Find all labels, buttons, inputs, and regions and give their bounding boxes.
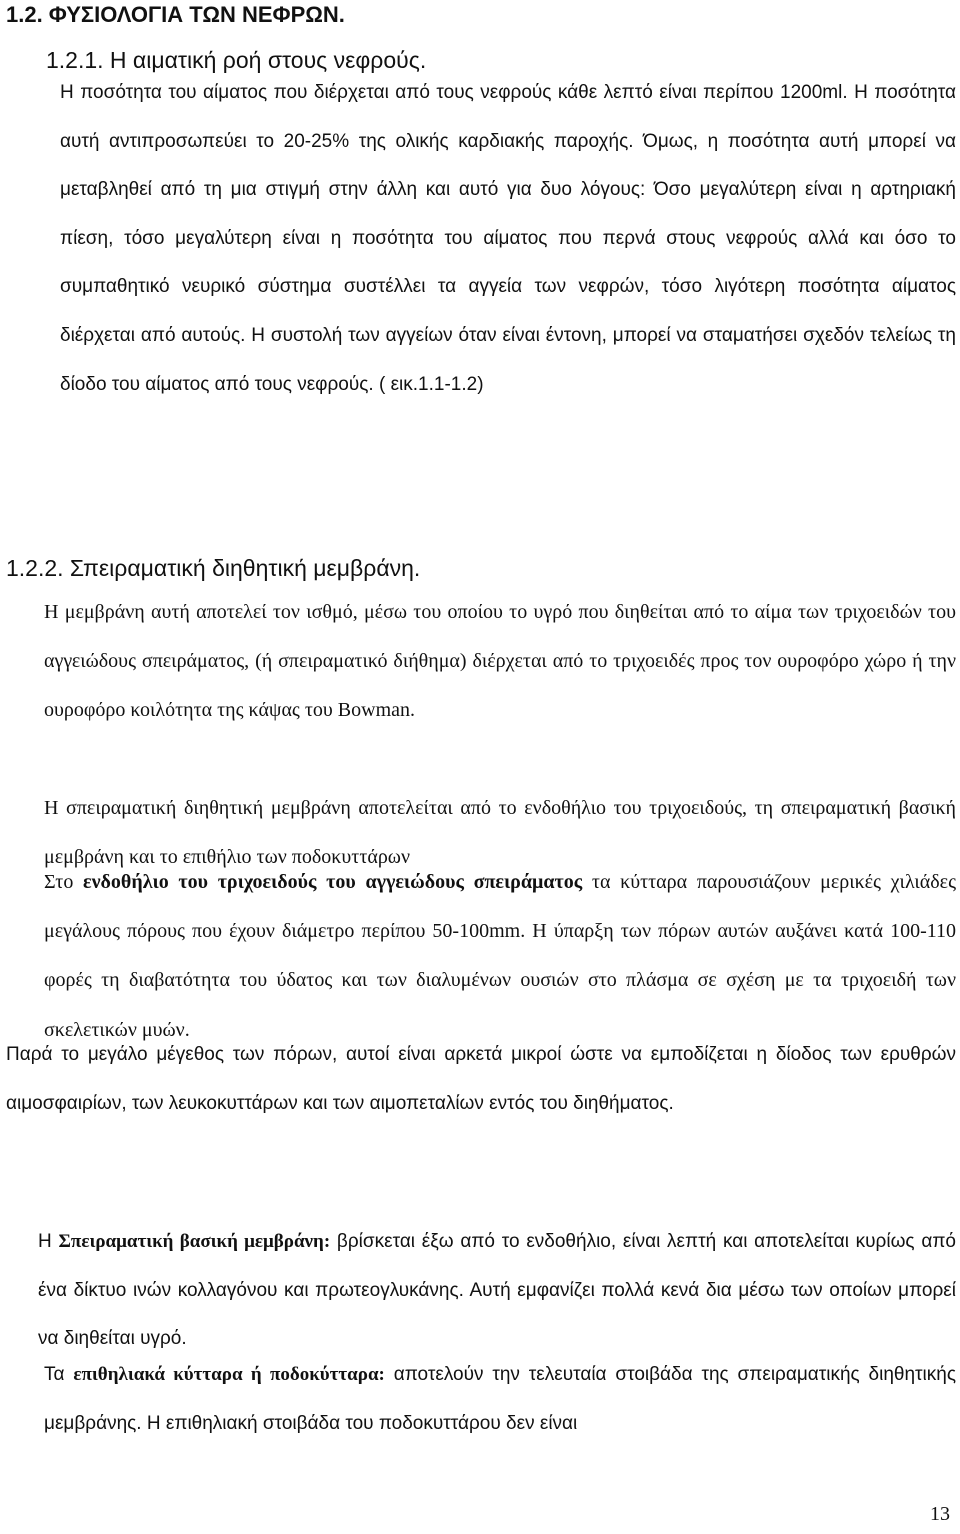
- section-heading: 1.2. ΦΥΣΙΟΛΟΓΙΑ ΤΩΝ ΝΕΦΡΩΝ.: [6, 2, 345, 27]
- paragraph-podocytes: [6, 1351, 956, 1448]
- paragraph-blood-flow: Η ποσότητα του αίματος που διέρχεται από τους νεφρούς κάθε λεπτό είναι περίπου 1200ml. Η ποσότητα αυτή αντιπροσωπεύει το 20-25% της ολικής καρδιακής παροχής. Όμως, η ποσότητα αυτή μπορεί να μεταβληθεί από τη μια στιγμή στην άλλη και αυτό για δυο λόγους: Όσο μεγαλύτερη είναι η αρτηριακή πίεση, τόσο μεγαλύτερη είναι η ποσότητα του αίματος που περνά στους νεφρούς αλλά και όσο το συμπαθητικό νευρικό σύστημα συστέλλει τα αγγεία των νεφρών, τόσο λιγότερη ποσότητα αίματος διέρχεται από αυτούς. Η συστολή των αγγείων όταν είναι έντονη, μπορεί να σταματήσει σχεδόν τελείως τη δίοδο του αίματος από τους νεφρούς. ( εικ.1.1-1.2): [60, 82, 956, 395]
- paragraph-endothelium: [6, 858, 956, 1055]
- basement-term: Σπειραματική βασική μεμβράνη:: [58, 1231, 331, 1252]
- paragraph-membrane-composition: Η σπειραματική διηθητική μεμβράνη αποτελείται από το ενδοθήλιο του τριχοειδούς, τη σπειραματική βασική μεμβράνη και το επιθήλιο των ποδοκυττάρων: [44, 797, 956, 869]
- subsection-heading-blood-flow: 1.2.1. Η αιματική ροή στους νεφρούς.: [46, 47, 427, 73]
- podocytes-term: επιθηλιακά κύτταρα ή ποδοκύτταρα:: [73, 1364, 385, 1385]
- basement-lead: Η: [38, 1231, 52, 1252]
- paragraph-pore-size: Παρά το μεγάλο μέγεθος των πόρων, αυτοί είναι αρκετά μικροί ώστε να εμποδίζεται η δίοδος των ερυθρών αιμοσφαιρίων, των λευκοκυττάρων και των αιμοπεταλίων εντός του διηθήματος.: [6, 1044, 956, 1114]
- podocytes-text: αποτελούν την τελευταία στοιβάδα της σπειραματικής διηθητικής μεμβράνης. Η επιθηλιακή στοιβάδα του ποδοκυττάρου δεν είναι: [44, 1364, 957, 1434]
- podocytes-lead: Τα: [44, 1364, 65, 1385]
- basement-text: βρίσκεται έξω από το ενδοθήλιο, είναι λεπτή και αποτελείται κυρίως από ένα δίκτυο ινών κολλαγόνου και πρωτεογλυκάνης. Αυτή εμφανίζει πολλά κενά δια μέσω των οποίων μπορεί να διηθείται υγρό.: [38, 1231, 956, 1350]
- endothelium-text: τα κύτταρα παρουσιάζουν μερικές χιλιάδες μεγάλους πόρους που έχουν διάμετρο περίπου 50-100mm. Η ύπαρξη των πόρων αυτών αυξάνει κατά 100-110 φορές τη διαβατότητα του ύδατος και των διαλυμένων ουσιών στο πλάσμα σε σχέση με τα τριχοειδή των σκελετικών μυών.: [44, 871, 956, 1041]
- paragraph-membrane-intro: Η μεμβράνη αυτή αποτελεί τον ισθμό, μέσω του οποίου το υγρό που διηθείται από το αίμα των τριχοειδών του αγγειώδους σπειράματος, (ή σπειραματικό διήθημα) διέρχεται από το τριχοειδές προς τον ουροφόρο χώρο ή την ουροφόρο κοιλότητα της κάψας του Bowman.: [44, 601, 956, 722]
- endothelium-term: ενδοθήλιο του τριχοειδούς του αγγειώδους σπειράματος: [83, 871, 583, 893]
- endothelium-lead: Στο: [44, 871, 74, 893]
- paragraph-basement-membrane: [6, 1218, 956, 1364]
- page-number: 13: [930, 1503, 950, 1525]
- subsection-heading-filtration-membrane: 1.2.2. Σπειραματική διηθητική μεμβράνη.: [6, 555, 421, 581]
